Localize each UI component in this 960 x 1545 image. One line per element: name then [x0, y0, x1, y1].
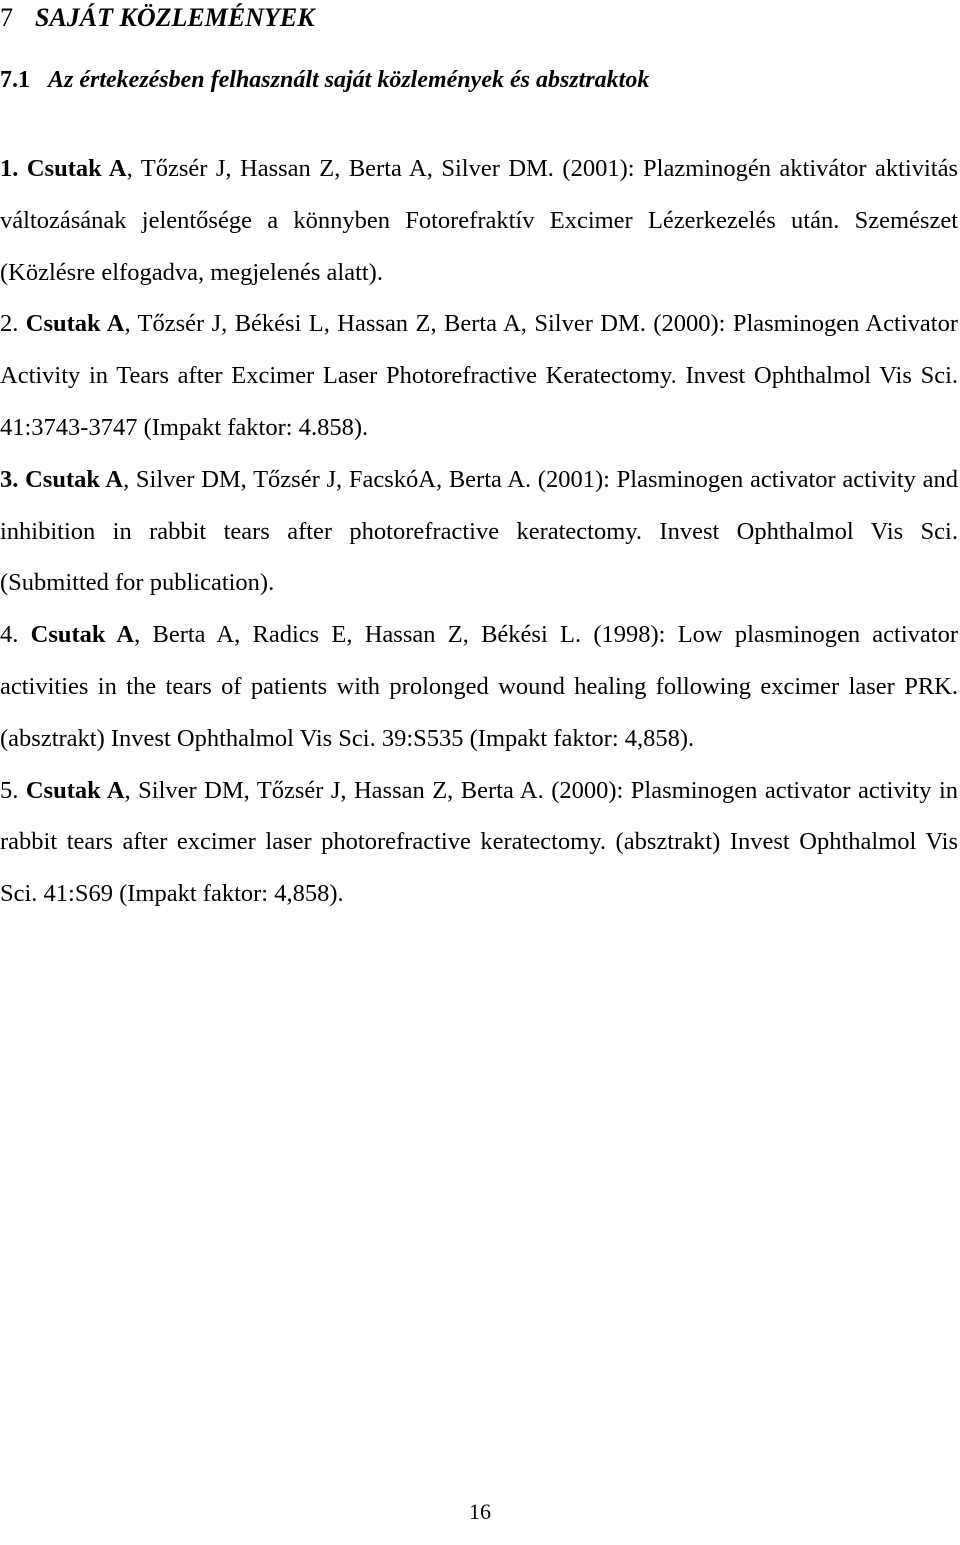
reference-number: 4.: [0, 621, 19, 649]
reference-text: , Tőzsér J, Békési L, Hassan Z, Berta A, Silver DM. (2000): Plasminogen Activator Activity in Tears after Excimer Laser Photorefractive Keratectomy. Invest Ophthalmol Vis Sci. 41:3743-3747 (Impakt faktor: 4.858).: [0, 310, 958, 441]
reference-item: [0, 143, 958, 298]
reference-list: [0, 143, 958, 920]
reference-item: [0, 765, 958, 920]
reference-text: , Berta A, Radics E, Hassan Z, Békési L. (1998): Low plasminogen activator activities in the tears of patients with prolonged wound healing following excimer laser PRK. (absztrakt) Invest Ophthalmol Vis Sci. 39:S535 (Impakt faktor: 4,858).: [0, 621, 959, 752]
section-heading: [0, 64, 649, 96]
reference-first-author: Csutak A: [30, 621, 135, 649]
reference-number: 1.: [0, 155, 19, 182]
reference-text: , Silver DM, Tőzsér J, Hassan Z, Berta A. (2000): Plasminogen activator activity in rabbit tears after excimer laser photorefractive keratectomy. (absztrakt) Invest Ophthalmol Vis Sci. 41:S69 (Impakt faktor: 4,858).: [0, 776, 959, 908]
reference-number: 5.: [0, 776, 19, 804]
reference-text: , Tőzsér J, Hassan Z, Berta A, Silver DM. (2001): Plazminogén aktivátor aktivitás változásának jelentősége a könnyben Fotorefraktív Excimer Lézerkezelés után. Szemészet (Közlésre elfogadva, megjelenés alatt).: [0, 155, 958, 286]
reference-item: [0, 609, 958, 764]
reference-first-author: Csutak A: [25, 465, 124, 493]
section-number: 7.1: [0, 67, 30, 93]
reference-number: 2.: [0, 310, 19, 338]
reference-first-author: Csutak A: [25, 776, 125, 804]
reference-text: , Silver DM, Tőzsér J, FacskóA, Berta A. (2001): Plasminogen activator activity and inhibition in rabbit tears after photorefractive keratectomy. Invest Ophthalmol Vis Sci. (Submitted for publication).: [0, 465, 958, 597]
chapter-title: SAJÁT KÖZLEMÉNYEK: [35, 3, 315, 32]
reference-first-author: Csutak A: [25, 310, 125, 338]
reference-number: 3.: [0, 465, 19, 493]
page-number: 16: [469, 1499, 491, 1524]
reference-first-author: Csutak A: [26, 155, 127, 182]
chapter-number: 7: [0, 3, 13, 32]
chapter-heading: [0, 2, 315, 34]
section-title: Az értekezésben felhasznált saját közlemények és absztraktok: [48, 67, 650, 93]
reference-item: [0, 454, 958, 609]
reference-item: [0, 298, 958, 453]
